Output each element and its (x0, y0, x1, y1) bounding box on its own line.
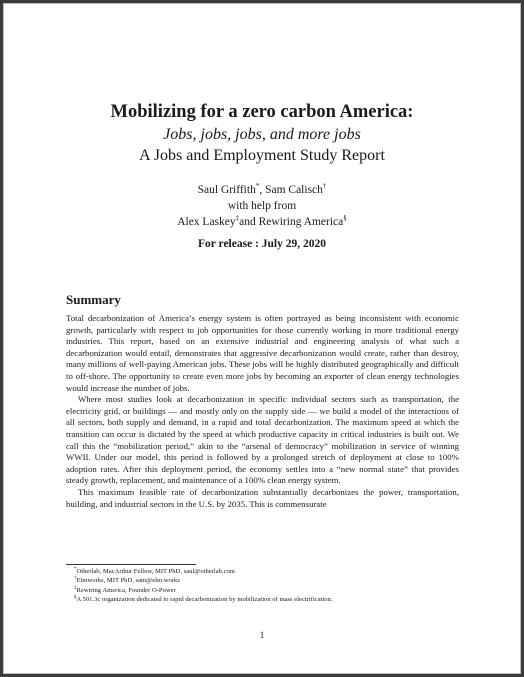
footnote-mark: * (255, 182, 260, 191)
footnote-mark: § (343, 214, 347, 223)
paper-subtitle: Jobs, jobs, jobs, and more jobs (163, 126, 361, 143)
footnotes (66, 567, 459, 605)
author-name: Alex Laskey (177, 216, 236, 228)
footnote (66, 595, 459, 604)
paper-title: Mobilizing for a zero carbon America: (110, 102, 414, 122)
footnote-mark: * (74, 566, 77, 572)
footnote-text: A 501.3c organization dedicated to rapid decarbonization by mobilization of mass electrification. (76, 596, 333, 604)
footnote-mark: ‡ (235, 214, 240, 223)
paragraph: Where most studies look at decarbonization in specific individual sectors such as transportation, the electricity grid, or buildings — and mostly only on the supply side — we build a model of the interactions of all sectors, both supply and demand, in a rapid and total decarbonization. The maximum speed at which the transition can occur is dictated by the speed at which productive capacity in critical industries is built out. We call this the “mobilization period,” akin to the “arsenal of democracy” mobilization in service of winning WWII. Under our model, this period is followed by a prolonged stretch of deployment at close to 100% adoption rates. After this deployment period, the economy settles into a “new normal state” that provides steady growth, replacement, and maintenance of a 100% clean energy system. (66, 394, 459, 486)
footnote-mark: ‡ (74, 585, 77, 591)
author-name: Sam Calisch (265, 184, 323, 196)
footnote-mark: † (74, 576, 77, 582)
document-page (3, 3, 521, 674)
footnote (66, 576, 459, 585)
report-type: A Jobs and Employment Study Report (139, 147, 385, 164)
paragraph: Total decarbonization of America’s energy system is often portrayed as being inconsistent with economic growth, particularly with respect to job opportunities for those currently working in more traditional energy industries. This report, based on an extensive industrial and engineering analysis of what such a decarbonization would entail, demonstrates that aggressive decarbonization would create, rather than destroy, many millions of well-paying American jobs. These jobs will be highly distributed geographically and difficult to off-shore. The opportunity to create even more jobs by becoming an exporter of clean energy technologies would increase the number of jobs. (66, 313, 459, 393)
footnote (66, 586, 459, 595)
footnote-mark: § (74, 595, 77, 601)
and-text: and (239, 216, 256, 228)
help-text: with help from (227, 200, 297, 212)
section-heading: Summary (66, 292, 121, 307)
summary-body (66, 313, 459, 510)
footnote-text: Elmworks, MIT PhD, sam@elm.works (76, 577, 180, 585)
author-line-2 (4, 214, 520, 230)
footnote-text: Rewiring America, Founder O-Power (76, 586, 176, 594)
author-name: Saul Griffith (197, 184, 256, 196)
author-block (4, 182, 520, 230)
footnote-mark: † (322, 182, 327, 191)
author-line-1: Saul Griffith*, Sam Calisch† (197, 182, 327, 196)
org-name: Rewiring America (258, 216, 344, 228)
title-block (4, 100, 520, 166)
release-date: For release : July 29, 2020 (198, 238, 326, 250)
footnote-text: Otherlab, MacArthur Fellow, MIT PhD, saul@otherlab.com (76, 568, 235, 575)
footnote-divider (66, 564, 196, 565)
page-number: 1 (259, 630, 265, 640)
footnote (66, 567, 459, 576)
paragraph: This maximum feasible rate of decarbonization substantially decarbonizes the power, transportation, building, and industrial sectors in the U.S. by 2035. This is commensurate (66, 486, 459, 509)
